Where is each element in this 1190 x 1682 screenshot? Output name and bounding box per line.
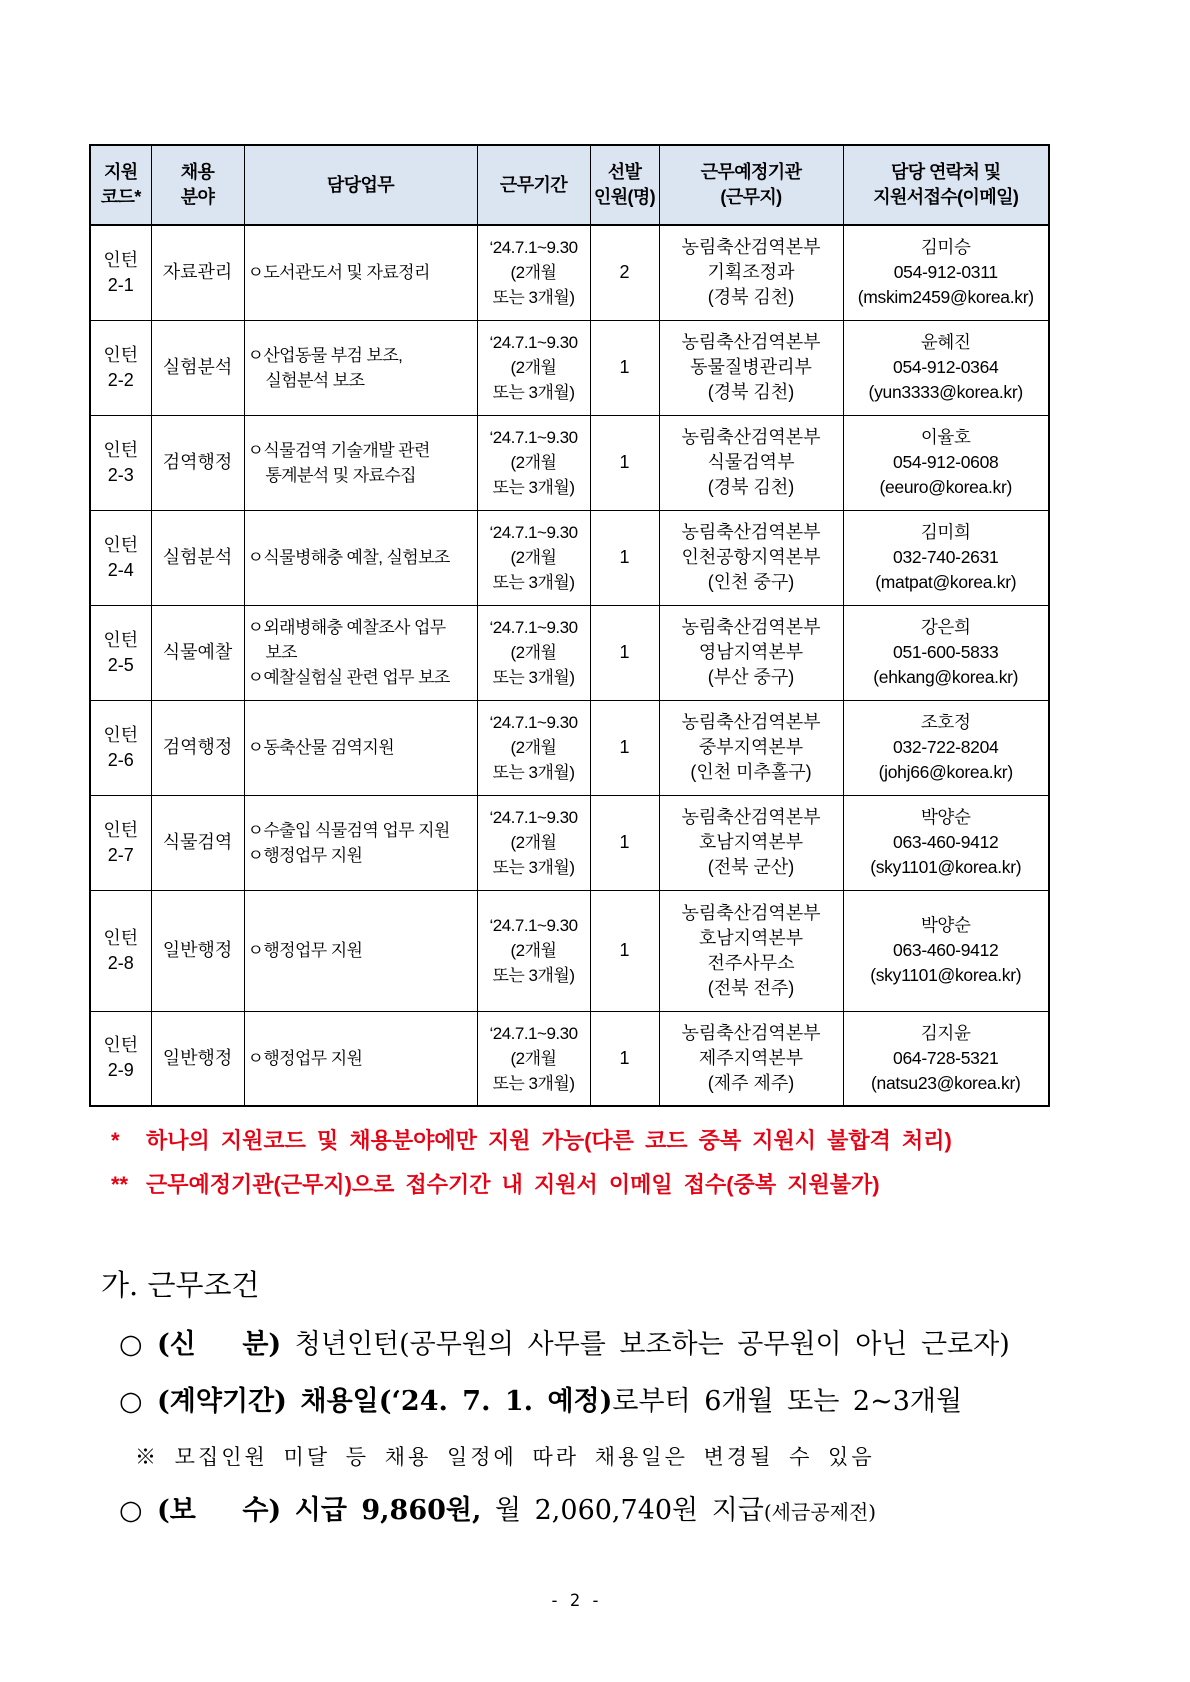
note-marker: * [111,1128,120,1153]
cell-duties [244,320,477,415]
cell-period: ‘24.7.1~9.30 (2개월 또는 3개월) [477,225,590,320]
table-row [90,700,1049,795]
cell-field: 자료관리 [151,225,244,320]
cell-org: 농림축산검역본부 중부지역본부 (인천 미추홀구) [659,700,843,795]
cell-period: ‘24.7.1~9.30 (2개월 또는 3개월) [477,415,590,510]
cell-count: 1 [590,795,659,890]
condition-emphasis: 채용일(‘24. 7. 1. 예정) [300,1386,613,1417]
cell-field: 식물검역 [151,795,244,890]
table-header-row [90,145,1049,225]
duty-item: ㅇ수출입 식물검역 업무 지원 [247,820,450,840]
cell-contact: 조호정 032-722-8204 (johj66@korea.kr) [843,700,1049,795]
cell-duties [244,605,477,700]
cell-count: 1 [590,890,659,1011]
cell-contact: 김지윤 064-728-5321 (natsu23@korea.kr) [843,1011,1049,1106]
cell-code: 인턴 2-7 [90,795,151,890]
section-heading-work-conditions: 가. 근무조건 [101,1268,260,1302]
cell-field: 실험분석 [151,320,244,415]
cell-code: 인턴 2-6 [90,700,151,795]
cell-duties [244,1011,477,1106]
cell-period: ‘24.7.1~9.30 (2개월 또는 3개월) [477,605,590,700]
cell-contact: 김미희 032-740-2631 (matpat@korea.kr) [843,510,1049,605]
note-text: 하나의 지원코드 및 채용분야에만 지원 가능(다른 코드 중복 지원시 불합격 처리) [146,1128,952,1153]
cell-field: 실험분석 [151,510,244,605]
table-header [90,145,1049,225]
table-row [90,320,1049,415]
cell-contact: 강은희 051-600-5833 (ehkang@korea.kr) [843,605,1049,700]
cell-count: 2 [590,225,659,320]
cell-code: 인턴 2-5 [90,605,151,700]
cell-duties [244,510,477,605]
cell-duties [244,415,477,510]
cell-field: 일반행정 [151,1011,244,1106]
bullet-circle: ○ [119,1495,143,1526]
duty-item: ㅇ행정업무 지원 [247,845,363,865]
header-contact: 담당 연락처 및 지원서접수(이메일) [843,145,1049,225]
table-notes [111,1119,952,1207]
condition-status [119,1326,1010,1364]
cell-code: 인턴 2-4 [90,510,151,605]
table-row [90,1011,1049,1106]
note-email-submission [111,1163,952,1207]
cell-org: 농림축산검역본부 인천공항지역본부 (인천 중구) [659,510,843,605]
condition-text: 로부터 6개월 또는 2~3개월 [612,1386,963,1417]
bullet-circle: ○ [119,1329,143,1360]
condition-text: 청년인턴(공무원의 사무를 보조하는 공무원이 아닌 근로자) [294,1329,1010,1360]
cell-code: 인턴 2-2 [90,320,151,415]
cell-org: 농림축산검역본부 동물질병관리부 (경북 김천) [659,320,843,415]
cell-contact: 박양순 063-460-9412 (sky1101@korea.kr) [843,795,1049,890]
cell-org: 농림축산검역본부 식물검역부 (경북 김천) [659,415,843,510]
condition-contract-period [119,1383,962,1421]
cell-code: 인턴 2-9 [90,1011,151,1106]
recruitment-table [89,144,1050,1107]
duty-item: ㅇ외래병해충 예찰조사 업무 보조 [247,618,446,662]
header-period: 근무기간 [477,145,590,225]
cell-period: ‘24.7.1~9.30 (2개월 또는 3개월) [477,890,590,1011]
cell-period: ‘24.7.1~9.30 (2개월 또는 3개월) [477,700,590,795]
cell-count: 1 [590,605,659,700]
duty-item: ㅇ도서관도서 및 자료정리 [247,263,430,283]
condition-contract-note: ※ 모집인원 미달 등 채용 일정에 따라 채용일은 변경될 수 있음 [135,1445,875,1469]
cell-code: 인턴 2-3 [90,415,151,510]
table-row [90,415,1049,510]
duty-item: ㅇ행정업무 지원 [247,1048,363,1068]
cell-org: 농림축산검역본부 기획조정과 (경북 김천) [659,225,843,320]
header-count: 선발 인원(명) [590,145,659,225]
cell-duties [244,890,477,1011]
cell-org: 농림축산검역본부 제주지역본부 (제주 제주) [659,1011,843,1106]
cell-field: 검역행정 [151,700,244,795]
cell-count: 1 [590,1011,659,1106]
cell-code: 인턴 2-8 [90,890,151,1011]
header-field: 채용 분야 [151,145,244,225]
cell-count: 1 [590,700,659,795]
cell-period: ‘24.7.1~9.30 (2개월 또는 3개월) [477,320,590,415]
header-org: 근무예정기관 (근무지) [659,145,843,225]
condition-pay [119,1492,876,1531]
cell-contact: 이율호 054-912-0608 (eeuro@korea.kr) [843,415,1049,510]
cell-org: 농림축산검역본부 호남지역본부 전주사무소 (전북 전주) [659,890,843,1011]
table-body [90,225,1049,1106]
cell-count: 1 [590,510,659,605]
note-marker: ** [111,1172,129,1197]
cell-period: ‘24.7.1~9.30 (2개월 또는 3개월) [477,510,590,605]
cell-org: 농림축산검역본부 호남지역본부 (전북 군산) [659,795,843,890]
duty-item: ㅇ예찰실험실 관련 업무 보조 [247,668,450,687]
cell-contact: 윤혜진 054-912-0364 (yun3333@korea.kr) [843,320,1049,415]
cell-duties [244,700,477,795]
cell-duties [244,795,477,890]
cell-field: 검역행정 [151,415,244,510]
page-number: - 2 - [549,1591,601,1611]
cell-period: ‘24.7.1~9.30 (2개월 또는 3개월) [477,795,590,890]
condition-label: (계약기간) [157,1386,287,1417]
duty-item: ㅇ행정업무 지원 [247,941,363,960]
cell-contact: 박양순 063-460-9412 (sky1101@korea.kr) [843,890,1049,1011]
table-row [90,510,1049,605]
header-code: 지원 코드* [90,145,151,225]
table-row [90,225,1049,320]
note-text: 근무예정기관(근무지)으로 접수기간 내 지원서 이메일 접수(중복 지원불가) [146,1172,880,1197]
condition-label: (신 분) [157,1329,282,1360]
cell-count: 1 [590,320,659,415]
cell-count: 1 [590,415,659,510]
duty-item: ㅇ식물검역 기술개발 관련 통계분석 및 자료수집 [247,440,430,485]
duty-item: ㅇ동축산물 검역지원 [247,738,395,757]
bullet-circle: ○ [119,1386,143,1417]
condition-emphasis: 시급 9,860원, [294,1495,482,1526]
cell-field: 식물예찰 [151,605,244,700]
cell-duties [244,225,477,320]
note-single-application [111,1119,952,1163]
table-row [90,605,1049,700]
condition-label: (보 수) [157,1495,282,1526]
condition-suffix: (세금공제전) [763,1500,877,1524]
table-row [90,890,1049,1011]
cell-code: 인턴 2-1 [90,225,151,320]
table-row [90,795,1049,890]
cell-org: 농림축산검역본부 영남지역본부 (부산 중구) [659,605,843,700]
duty-item: ㅇ산업동물 부검 보조, 실험분석 보조 [247,345,403,390]
duty-item: ㅇ식물병해충 예찰, 실험보조 [247,548,450,567]
cell-period: ‘24.7.1~9.30 (2개월 또는 3개월) [477,1011,590,1106]
condition-text: 월 2,060,740원 지급 [494,1495,764,1526]
cell-contact: 김미승 054-912-0311 (mskim2459@korea.kr) [843,225,1049,320]
header-duties: 담당업무 [244,145,477,225]
cell-field: 일반행정 [151,890,244,1011]
